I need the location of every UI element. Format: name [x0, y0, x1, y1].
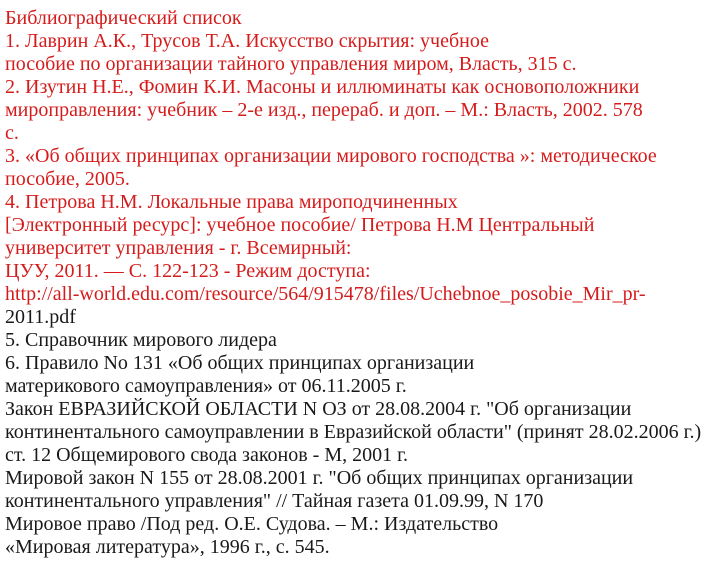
bibliography-line: континентального управления" // Тайная газета 01.09.99, N 170 [5, 490, 544, 512]
bibliography-line: 2011.pdf [5, 306, 76, 328]
bibliography-line: Закон ЕВРАЗИЙСКОЙ ОБЛАСТИ N ОЗ от 28.08.2004 г. "Об организации [5, 398, 632, 420]
bibliography-line: пособие по организации тайного управления миром, Власть, 315 с. [5, 53, 577, 75]
bibliography-line: Мировое право /Под ред. О.Е. Судова. – М.: Издательство [5, 513, 499, 535]
bibliography-line: 3. «Об общих принципах организации мирового господства »: методическое [5, 145, 657, 167]
bibliography-line: ст. 12 Общемирового свода законов - М, 2001 г. [5, 444, 409, 466]
bibliography-line: [Электронный ресурс]: учебное пособие/ Петрова Н.М Центральный [5, 214, 595, 236]
bibliography-line: «Мировая литература», 1996 г., с. 545. [5, 536, 330, 558]
bibliography-line: с. [5, 122, 19, 144]
bibliography-line: 1. Лаврин А.К., Трусов Т.А. Искусство скрытия: учебное [5, 30, 489, 52]
bibliography-line: университет управления - г. Всемирный: [5, 237, 352, 259]
bibliography-title: Библиографический список [5, 7, 242, 29]
bibliography-line: 6. Правило No 131 «Об общих принципах организации [5, 352, 475, 374]
bibliography-line: 4. Петрова Н.М. Локальные права мироподчиненных [5, 191, 458, 213]
bibliography-line: 2. Изутин Н.Е., Фомин К.И. Масоны и иллюминаты как основоположники [5, 76, 640, 98]
bibliography-url-line: http://all-world.edu.com/resource/564/915478/files/Uchebnoe_posobie_Mir_pr- [5, 283, 646, 305]
bibliography-line: ЦУУ, 2011. — С. 122-123 - Режим доступа: [5, 260, 371, 282]
bibliography-line: пособие, 2005. [5, 168, 130, 190]
bibliography-line: континентального самоуправлении в Евразийской области" (принят 28.02.2006 г.) [5, 421, 702, 443]
bibliography-line: мироправления: учебник – 2-е изд., перераб. и доп. – М.: Власть, 2002. 578 [5, 99, 643, 121]
bibliography-line: 5. Справочник мирового лидера [5, 329, 277, 351]
bibliography-line: материкового самоуправления» от 06.11.2005 г. [5, 375, 407, 397]
bibliography-line: Мировой закон N 155 от 28.08.2001 г. "Об общих принципах организации [5, 467, 634, 489]
